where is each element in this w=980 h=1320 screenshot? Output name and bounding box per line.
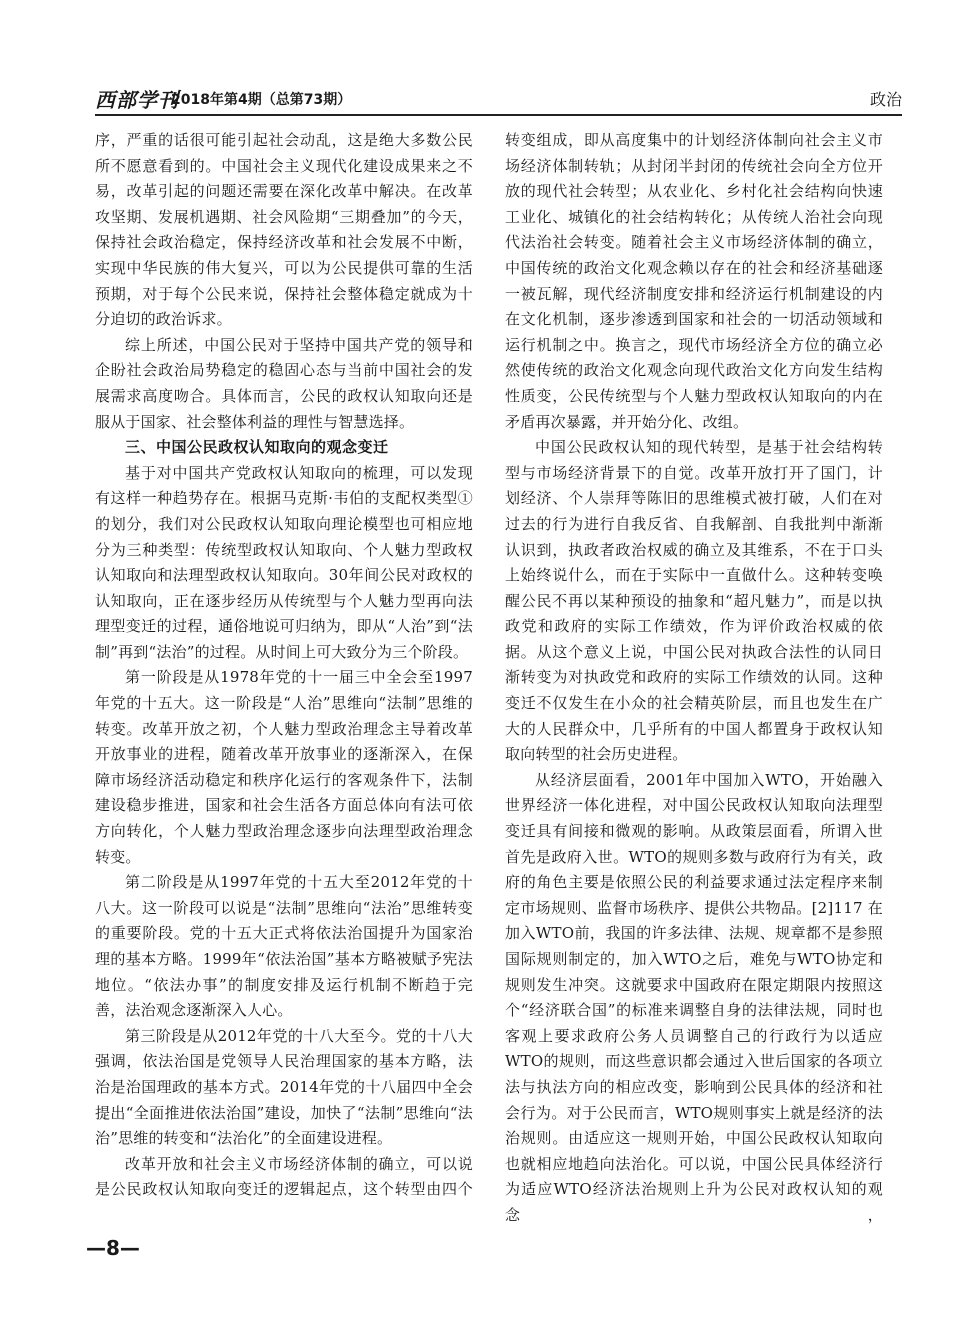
left-column — [95, 128, 473, 1203]
body-paragraph: 序，严重的话很可能引起社会动乱，这是绝大多数公民所不愿意看到的。中国社会主义现代化建设成果来之不易，改革引起的问题还需要在深化改革中解决。在改革攻坚期、发展机遇期、社会风险期“三期叠加”的今天，保持社会政治稳定，保持经济改革和社会发展不中断，实现中华民族的伟大复兴，可以为公民提供可靠的生活预期，对于每个公民来说，保持社会整体稳定就成为十分迫切的政治诉求。 — [95, 131, 473, 329]
body-paragraph: 第一阶段是从1978年党的十一届三中全会至1997年党的十五大。这一阶段是“人治”思维向“法制”思维的转变。改革开放之初，个人魅力型政治理念主导着改革开放事业的进程，随着改革开放事业的逐渐深入，在保障市场经济活动稳定和秩序化运行的客观条件下，法制建设稳步推进，国家和社会生活各方面总体向有法可依方向转化，个人魅力型政治理念逐步向法理型政治理念转变。 — [95, 668, 473, 866]
running-header — [95, 82, 902, 116]
body-paragraph: 改革开放和社会主义市场经济体制的确立，可以说是公民政权认知取向变迁的逻辑起点，这个转型由四个 — [95, 1154, 473, 1199]
page-number: —8— — [86, 1236, 140, 1260]
section-label: 政治 — [869, 90, 902, 109]
body-paragraph: 转变组成，即从高度集中的计划经济体制向社会主义市场经济体制转轨；从封闭半封闭的传统社会向全方位开放的现代社会转型；从农业化、乡村化社会结构向快速工业化、城镇化的社会结构转化；从传统人治社会向现代法治社会转变。随着社会主义市场经济体制的确立，中国传统的政治文化观念赖以存在的社会和经济基础逐一被瓦解，现代经济制度安排和经济运行机制建设的内在文化机制，逐步渗透到国家和社会的一切活动领域和运行机制之中。换言之，现代市场经济全方位的确立必然使传统的政治文化观念向现代政治文化方向发生结构性质变，公民传统型与个人魅力型政权认知取向的内在矛盾再次暴露，并开始分化、改组。 — [505, 131, 883, 431]
journal-logo: 西部学刊 — [95, 88, 179, 112]
body-paragraph: 综上所述，中国公民对于坚持中国共产党的领导和企盼社会政治局势稳定的稳固心态与当前中国社会的发展需求高度吻合。具体而言，公民的政权认知取向还是服从于国家、社会整体利益的理性与智慧选择。 — [95, 335, 473, 431]
section-heading: 三、中国公民政权认知取向的观念变迁 — [125, 438, 389, 457]
issue-info: 2018年第4期（总第73期） — [171, 92, 352, 108]
body-paragraph: 基于对中国共产党政权认知取向的梳理，可以发现有这样一种趋势存在。根据马克斯·韦伯的支配权类型①的划分，我们对公民政权认知取向理论模型也可相应地分为三种类型：传统型政权认知取向、个人魅力型政权认知取向和法理型政权认知取向。30年间公民对政权的认知取向，正在逐步经历从传统型与个人魅力型再向法理型变迁的过程，通俗地说可归纳为，即从“人治”到“法制”再到“法治”的过程。从时间上可大致分为三个阶段。 — [95, 463, 473, 661]
body-paragraph: 从经济层面看，2001年中国加入WTO，开始融入世界经济一体化进程，对中国公民政权认知取向法理型变迁具有间接和微观的影响。从政策层面看，所谓入世首先是政府入世。WTO的规则多数与政府行为有关，政府的角色主要是依照公民的利益要求通过法定程序来制定市场规则、监督市场秩序、提供公共物品。[2]117 在加入WTO前，我国的许多法律、法规、规章都不是参照国际规则制定的，加入WTO之后，难免与WTO协定和规则发生冲突。这就要求中国政府在限定期限内按照这个“经济联合国”的标准来调整自身的法律法规，同时也客观上要求政府公务人员调整自己的行政行为以适应WTO的规则，而这些意识都会通过入世后国家的各项立法与执法方向的相应改变，影响到公民具体的经济和社会行为。对于公民而言，WTO规则事实上就是经济的法治规则。由适应这一规则开始，中国公民政权认知取向也就相应地趋向法治化。可以说，中国公民具体经济行为适应WTO经济法治规则上升为公民对政权认知的观念， — [505, 770, 883, 1224]
body-paragraph: 第三阶段是从2012年党的十八大至今。党的十八大强调，依法治国是党领导人民治理国家的基本方略，法治是治国理政的基本方式。2014年党的十八届四中全会提出“全面推进依法治国”建设，加快了“法制”思维向“法治”思维的转变和“法治化”的全面建设进程。 — [95, 1026, 473, 1148]
body-paragraph: 第二阶段是从1997年党的十五大至2012年党的十八大。这一阶段可以说是“法制”思维向“法治”思维转变的重要阶段。党的十五大正式将依法治国提升为国家治理的基本方略。1999年“依法治国”基本方略被赋予宪法地位。“依法办事”的制度安排及运行机制不断趋于完善，法治观念逐渐深入人心。 — [95, 873, 473, 1020]
right-column — [505, 128, 883, 1229]
body-paragraph: 中国公民政权认知的现代转型，是基于社会结构转型与市场经济背景下的自觉。改革开放打开了国门，计划经济、个人崇拜等陈旧的思维模式被打破，人们在对过去的行为进行自我反省、自我解剖、自我批判中渐渐认识到，执政者政治权威的确立及其维系，不在于口头上始终说什么，而在于实际中一直做什么。这种转变唤醒公民不再以某种预设的抽象和“超凡魅力”，而是以执政党和政府的实际工作绩效，作为评价政治权威的依据。从这个意义上说，中国公民对执政合法性的认同日渐转变为对执政党和政府的实际工作绩效的认同。这种变迁不仅发生在小众的社会精英阶层，而且也发生在广大的人民群众中，几乎所有的中国人都置身于政权认知取向转型的社会历史进程。 — [505, 438, 883, 764]
